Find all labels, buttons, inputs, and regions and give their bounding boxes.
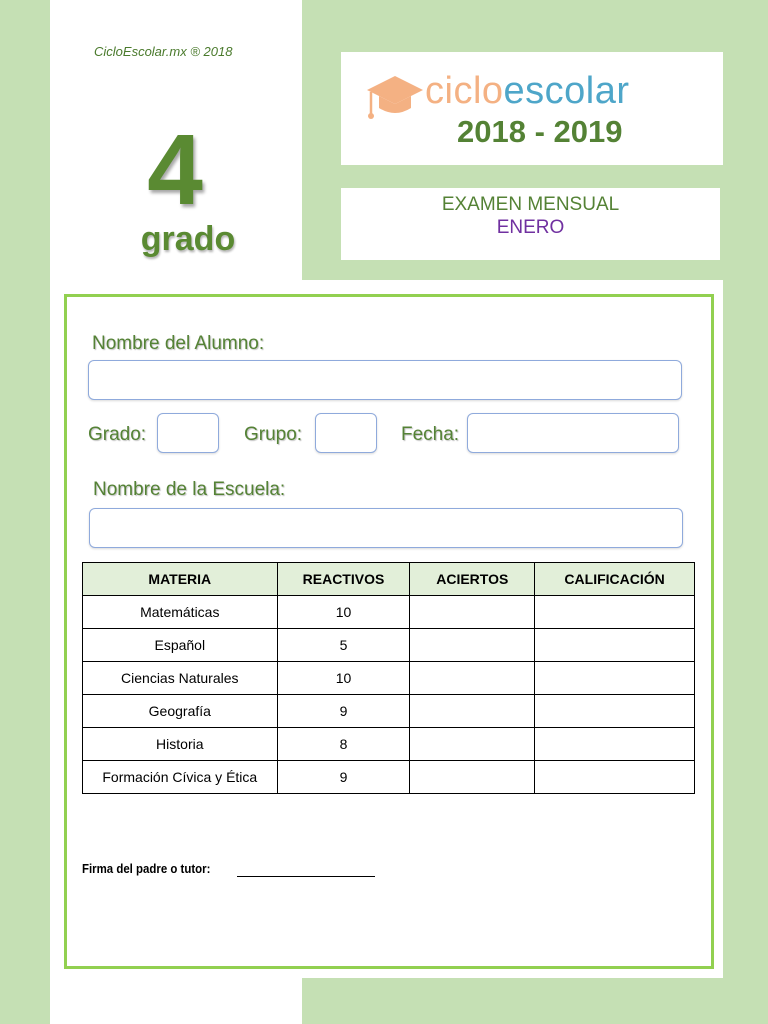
student-name-label: Nombre del Alumno: (92, 333, 265, 354)
correct-cell[interactable] (410, 662, 535, 695)
subject-cell: Historia (83, 728, 278, 761)
signature-line[interactable] (237, 876, 375, 877)
date-field[interactable] (467, 413, 679, 453)
header-subject: MATERIA (83, 563, 278, 596)
exam-month: ENERO (496, 217, 565, 238)
correct-cell[interactable] (410, 695, 535, 728)
correct-cell[interactable] (410, 728, 535, 761)
score-cell[interactable] (535, 629, 695, 662)
table-row (83, 662, 695, 695)
header-items: REACTIVOS (277, 563, 410, 596)
logo-box (341, 52, 723, 165)
table-row (83, 728, 695, 761)
school-name-label: Nombre de la Escuela: (93, 479, 286, 500)
subject-cell: Ciencias Naturales (83, 662, 278, 695)
score-cell[interactable] (535, 728, 695, 761)
school-year: 2018 - 2019 (457, 114, 623, 149)
grade-word: grado (140, 220, 236, 258)
grade-number: 4 (147, 114, 203, 226)
group-field[interactable] (315, 413, 377, 453)
grade-label: Grado: (88, 424, 147, 445)
items-cell: 9 (277, 695, 410, 728)
header-score: CALIFICACIÓN (535, 563, 695, 596)
items-cell: 9 (277, 761, 410, 794)
table-row (83, 761, 695, 794)
brand-part-ciclo: ciclo (425, 70, 504, 112)
score-cell[interactable] (535, 695, 695, 728)
exam-box (341, 188, 720, 260)
site-credit: CicloEscolar.mx ® 2018 (94, 44, 233, 59)
subject-cell: Geografía (83, 695, 278, 728)
correct-cell[interactable] (410, 629, 535, 662)
table-header-row (83, 563, 695, 596)
score-cell[interactable] (535, 662, 695, 695)
brand-part-escolar: escolar (503, 70, 630, 112)
graduation-cap-icon (365, 74, 425, 129)
subject-cell: Formación Cívica y Ética (83, 761, 278, 794)
subject-cell: Español (83, 629, 278, 662)
correct-cell[interactable] (410, 761, 535, 794)
items-cell: 10 (277, 596, 410, 629)
correct-cell[interactable] (410, 596, 535, 629)
table-row (83, 596, 695, 629)
student-name-field[interactable] (88, 360, 682, 400)
date-label: Fecha: (401, 424, 460, 445)
score-cell[interactable] (535, 761, 695, 794)
table-row (83, 695, 695, 728)
group-label: Grupo: (244, 424, 303, 445)
items-cell: 10 (277, 662, 410, 695)
score-cell[interactable] (535, 596, 695, 629)
table-row (83, 629, 695, 662)
brand-wordmark (425, 72, 630, 110)
subject-cell: Matemáticas (83, 596, 278, 629)
grade-field[interactable] (157, 413, 219, 453)
items-cell: 8 (277, 728, 410, 761)
header-correct: ACIERTOS (410, 563, 535, 596)
exam-title: EXAMEN MENSUAL (441, 194, 620, 215)
school-name-field[interactable] (89, 508, 683, 548)
signature-label: Firma del padre o tutor: (82, 861, 211, 876)
items-cell: 5 (277, 629, 410, 662)
grades-table (82, 562, 695, 794)
